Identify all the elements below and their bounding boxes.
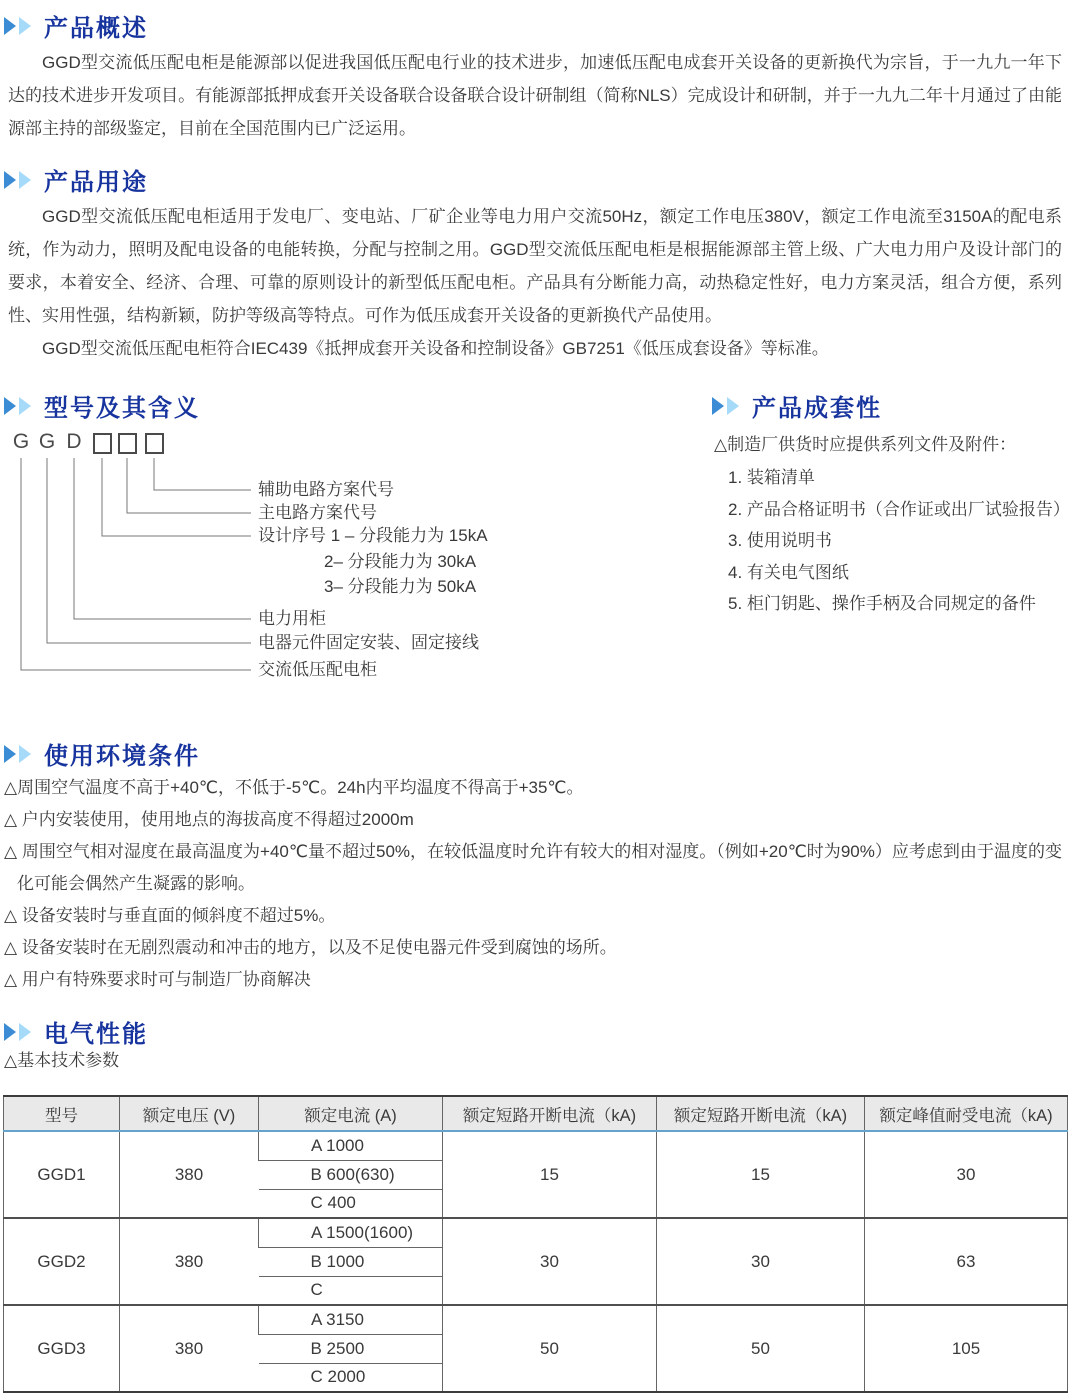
diagram-label-main: 主电路方案代号 bbox=[258, 503, 377, 522]
section-electrical-header bbox=[4, 1014, 148, 1049]
column-header: 型号 bbox=[4, 1096, 120, 1131]
model-code-letter: D bbox=[66, 430, 82, 453]
environment-list bbox=[4, 772, 1062, 996]
connector-line bbox=[102, 458, 251, 536]
breaking-current-cell: 15 bbox=[443, 1131, 657, 1218]
voltage-cell: 380 bbox=[120, 1305, 259, 1392]
arrow-icon bbox=[19, 17, 31, 35]
diagram-label-aux: 辅助电路方案代号 bbox=[258, 480, 394, 499]
column-header: 额定短路开断电流（kA) bbox=[443, 1096, 657, 1131]
diagram-connector-lines bbox=[8, 430, 268, 685]
diagram-label-design2: 2– 分段能力为 30kA bbox=[324, 552, 477, 571]
section-overview-header bbox=[4, 8, 148, 43]
usage-paragraphs bbox=[8, 200, 1062, 365]
current-cell: A 1500(1600) bbox=[259, 1218, 443, 1247]
current-cell: B 600(630) bbox=[259, 1160, 443, 1189]
usage-text-2: GGD型交流低压配电柜符合IEC439《抵押成套开关设备和控制设备》GB7251《低压成套设备》等标准。 bbox=[42, 339, 829, 358]
connector-line bbox=[74, 458, 251, 619]
arrow-icon bbox=[4, 745, 16, 763]
arrow-icon bbox=[19, 1023, 31, 1041]
current-cell: A 1000 bbox=[259, 1131, 443, 1160]
voltage-cell: 380 bbox=[120, 1218, 259, 1305]
current-cell: B 1000 bbox=[259, 1247, 443, 1276]
diagram-label-ac: 交流低压配电柜 bbox=[258, 660, 377, 679]
arrow-icon bbox=[4, 1023, 16, 1041]
current-cell: A 3150 bbox=[259, 1305, 443, 1334]
section-title: 使用环境条件 bbox=[44, 743, 200, 770]
arrow-icon bbox=[19, 171, 31, 189]
arrow-icon bbox=[4, 17, 16, 35]
table-row bbox=[4, 1218, 1068, 1247]
column-header: 额定电压 (V) bbox=[120, 1096, 259, 1131]
arrow-icon bbox=[19, 745, 31, 763]
breaking-current-cell: 50 bbox=[657, 1305, 865, 1392]
current-cell: B 2500 bbox=[259, 1334, 443, 1363]
section-title: 型号及其含义 bbox=[44, 395, 200, 422]
completeness-list bbox=[728, 462, 1070, 620]
model-cell: GGD2 bbox=[4, 1218, 120, 1305]
model-cell: GGD1 bbox=[37, 1164, 86, 1184]
connector-line bbox=[154, 458, 251, 490]
connector-line bbox=[47, 458, 251, 643]
list-item: △ 周围空气相对湿度在最高温度为+40℃量不超过50%，在较低温度时允许有较大的相对湿度。（例如+20℃时为90%）应考虑到由于温度的变化可能会偶然产生凝露的影响。 bbox=[4, 842, 1062, 893]
list-item: 1. 装箱清单 bbox=[728, 468, 815, 487]
current-cell: C bbox=[259, 1276, 443, 1305]
voltage-cell: 380 bbox=[120, 1131, 259, 1218]
table-header-row bbox=[4, 1096, 1068, 1131]
arrow-icon bbox=[727, 397, 739, 415]
electrical-spec-table bbox=[3, 1095, 1068, 1393]
arrow-icon bbox=[19, 397, 31, 415]
section-usage-header bbox=[4, 162, 148, 197]
column-header: 额定短路开断电流（kA) bbox=[657, 1096, 865, 1131]
arrow-icon bbox=[712, 397, 724, 415]
list-item: △ 设备安装时在无剧烈震动和冲击的地方，以及不足使电器元件受到腐蚀的场所。 bbox=[4, 938, 617, 957]
model-cell: GGD3 bbox=[4, 1305, 120, 1392]
section-environment-header bbox=[4, 736, 200, 771]
list-item: △周围空气温度不高于+40℃，不低于-5℃。24h内平均温度不得高于+35℃。 bbox=[4, 778, 584, 797]
section-model-header bbox=[4, 388, 200, 423]
peak-current-cell: 105 bbox=[865, 1305, 1068, 1392]
model-code-letter: G bbox=[12, 430, 30, 453]
table-row bbox=[4, 1305, 1068, 1334]
list-item: △ 户内安装使用，使用地点的海拔高度不得超过2000m bbox=[4, 810, 414, 829]
diagram-label-design3: 3– 分段能力为 50kA bbox=[324, 577, 477, 596]
table-row bbox=[4, 1131, 1068, 1160]
list-item: △ 设备安装时与垂直面的倾斜度不超过5%。 bbox=[4, 906, 336, 925]
model-code-letter: G bbox=[38, 430, 56, 453]
current-cell: C 400 bbox=[259, 1189, 443, 1218]
peak-current-cell: 30 bbox=[865, 1131, 1068, 1218]
arrow-icon bbox=[4, 397, 16, 415]
connector-line bbox=[127, 458, 251, 513]
electrical-subtitle: △基本技术参数 bbox=[4, 1051, 120, 1070]
list-item: 4. 有关电气图纸 bbox=[728, 562, 849, 582]
list-item: 3. 使用说明书 bbox=[728, 531, 832, 550]
breaking-current-cell: 30 bbox=[657, 1218, 865, 1305]
column-header: 额定电流 (A) bbox=[259, 1096, 443, 1131]
column-header: 额定峰值耐受电流（kA) bbox=[865, 1096, 1068, 1131]
breaking-current-cell: 30 bbox=[443, 1218, 657, 1305]
completeness-intro: △制造厂供货时应提供系列文件及附件： bbox=[714, 435, 1017, 454]
section-completeness-header bbox=[712, 388, 882, 423]
usage-text-1: GGD型交流低压配电柜适用于发电厂、变电站、厂矿企业等电力用户交流50Hz，额定工作电压380V，额定工作电流至3150A的配电系统，作为动力，照明及配电设备的电能转换，分配与控制之用。GGD型交流低压配电柜是根据能源部主管上级、广大电力用户及设计部门的要求，本着安全、经济、合理、可靠的原则设计的新型低压配电柜。产品具有分断能力高，动热稳定性好，电力方案灵活，组合方便，系列性、实用性强，结构新颖，防护等级高等特点。可作为低压成套开关设备的更新换代产品使用。 bbox=[8, 207, 1062, 325]
diagram-label-design1: 设计序号 1 – 分段能力为 15kA bbox=[258, 526, 488, 545]
breaking-current-cell: 50 bbox=[443, 1305, 657, 1392]
diagram-label-power: 电力用柜 bbox=[258, 609, 326, 628]
section-title: 产品成套性 bbox=[752, 395, 882, 422]
list-item: 5. 柜门钥匙、操作手柄及合同规定的备件 bbox=[728, 594, 1036, 613]
list-item: △ 用户有特殊要求时可与制造厂协商解决 bbox=[4, 970, 311, 989]
overview-paragraph bbox=[8, 46, 1062, 145]
breaking-current-cell: 15 bbox=[657, 1131, 865, 1218]
section-title: 电气性能 bbox=[44, 1021, 148, 1048]
list-item: 2. 产品合格证明书（合作证或出厂试验报告） bbox=[728, 499, 1070, 519]
current-cell: C 2000 bbox=[259, 1363, 443, 1392]
peak-current-cell: 63 bbox=[865, 1218, 1068, 1305]
section-title: 产品用途 bbox=[44, 169, 148, 196]
overview-text: GGD型交流低压配电柜是能源部以促进我国低压配电行业的技术进步，加速低压配电成套开关设备的更新换代为宗旨，于一九九一年下达的技术进步开发项目。有能源部抵押成套开关设备联合设备联合设计研制组（简称NLS）完成设计和研制，并于一九九二年十月通过了由能源部主持的部级鉴定，目前在全国范围内已广泛运用。 bbox=[8, 53, 1062, 138]
diagram-label-fixed: 电器元件固定安装、固定接线 bbox=[258, 633, 479, 652]
arrow-icon bbox=[4, 171, 16, 189]
section-title: 产品概述 bbox=[44, 15, 148, 42]
model-code-diagram bbox=[8, 430, 648, 692]
